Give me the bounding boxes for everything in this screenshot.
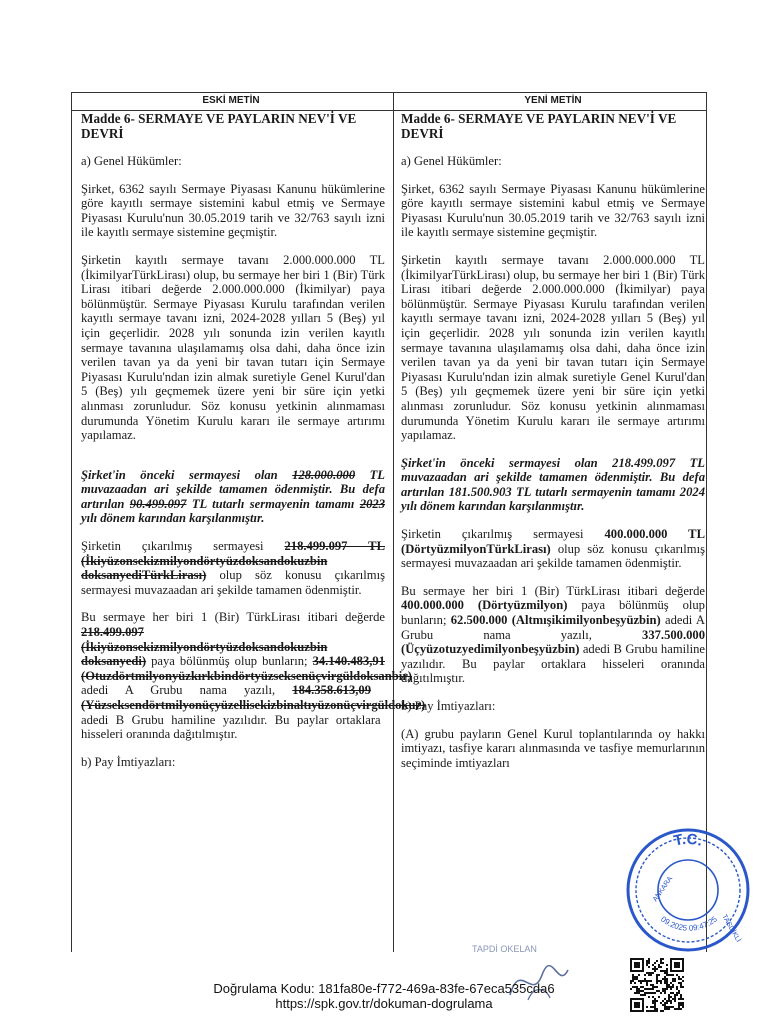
new-paragraph-6: (A) grubu payların Genel Kurul toplantılarında oy hakkı imtiyazı, tasfiye kararı alınmasında ve tasfiye memurlarının seçiminde imtiyazları — [401, 726, 705, 770]
old-paragraph-2: Şirketin kayıtlı sermaye tavanı 2.000.000.000 TL (İkimilyarTürkLirası) olup, bu sermaye her biri 1 (Bir) Türk Lirası itibari değerde 2.000.000.000 (İkimilyar) paya bölünmüştür. Sermaye Piyasası Kurulu tarafından verilen kayıtlı sermaye tavanı izni, 2024-2028 yılları 5 (Beş) yıl için geçerlidir. 2028 yılı sonunda izin verilen kayıtlı sermaye tavanına ulaşılamamış olsa dahi, daha önce izin verilen tavan ya da yeni bir tavan tutarı için Sermaye Piyasası Kurulu'ndan izin almak suretiyle Genel Kurul'dan 5 (Beş) yılı geçmemek üzere yeni bir süre için yetki alınması zorunludur. Söz konusu yetkinin alınmaması durumunda Yönetim Kurulu kararı ile sermaye artırımı yapılamaz. — [81, 252, 385, 443]
old-paragraph-4: Şirketin çıkarılmış sermayesi 218.499.097 TL (İkiyüzonsekizmilyondörtyüzdoksandokuzbin doksanyediTürkLirası) olup söz konusu çıkarılmış sermayesi muvazaadan ari şekilde tamamen ödenmiştir. — [81, 539, 385, 597]
svg-text:ANKARA: ANKARA — [651, 875, 675, 904]
old-text-header: ESKİ METİN — [202, 95, 260, 106]
svg-text:T.C.: T.C. — [672, 830, 705, 850]
new-paragraph-1: Şirket, 6362 sayılı Sermaye Piyasası Kanunu hükümlerine göre kayıtlı sermaye sistemini kabul etmiş ve Sermaye Piyasası Kurulu'nun 30.05.2019 tarih ve 32/763 sayılı izni ile kayıtlı sermaye sistemine geçmiştir. — [401, 181, 705, 240]
new-share-count: 400.000.000 (Dörtyüzmilyon) — [401, 598, 568, 613]
new-capital-amount: 400.000.000 TL (DörtyüzmilyonTürkLirası) — [401, 527, 705, 556]
old-deleted-amount: 128.000.000 — [292, 467, 356, 482]
old-deleted-capital: 218.499.097 TL (İkiyüzonsekizmilyondörtyüzdoksandokuzbin doksanyediTürkLirası) — [81, 539, 385, 583]
new-text-header: YENİ METİN — [524, 95, 582, 106]
old-deleted-group-a: 34.140.483,91 (Otuzdörtmilyonyüzkırkbindörtyüzseksenüçvirgüldoksanbir) — [81, 654, 412, 683]
new-paragraph-3: Şirket'in önceki sermayesi olan 218.499.097 TL muvazaadan ari şekilde tamamen ödenmiştir. Bu defa artırılan 181.500.903 TL tutarlı sermayenin tamamı 2024 yılı dönem karından karşılanmıştır. — [401, 455, 705, 514]
svg-text:09.2025 09:47:25: 09.2025 09:47:25 — [659, 914, 719, 933]
svg-text:TAPDİ OKELAN: TAPDİ OKELAN — [472, 944, 537, 954]
new-group-b: 337.500.000 (Üçyüzotuzyedimilyonbeşyüzbin) — [401, 627, 705, 657]
old-article-title: Madde 6- SERMAYE VE PAYLARIN NEV'İ VE DEVRİ — [81, 111, 357, 141]
new-privileges-heading: b) Pay İmtiyazları: — [401, 699, 496, 713]
column-divider — [393, 93, 394, 952]
old-deleted-group-b: 184.358.613,09 (Yüzseksendörtmilyonüçyüzellisekizbinaltıyüzonüçvirgüldokuz) — [81, 683, 426, 712]
official-stamp — [622, 824, 754, 956]
new-group-a: 62.500.000 (Altmışikimilyonbeşyüzbin) — [450, 613, 661, 628]
svg-text:TASDİKLİ: TASDİKLİ — [720, 913, 742, 944]
old-paragraph-5: Bu sermaye her biri 1 (Bir) TürkLirası itibari değerde 218.499.097 (İkiyüzonsekizmilyondörtyüzdoksandokuzbin doksanyedi) paya bölünmüş olup bunların; 34.140.483,91 (Otuzdörtmilyonyüzkırkbindörtyüzseksenüçvirgüldoksanbir) adedi A Grubu nama yazılı, 184.358.613,09 (Yüzseksendörtmilyonüçyüzellisekizbinaltıyüzonüçvirgüldokuz) adedi B Grubu hamiline yazılıdır. Bu paylar ortaklara hisseleri oranında dağıtılmıştır. — [81, 610, 426, 742]
old-deleted-year: 2023 — [359, 496, 385, 511]
new-general-heading: a) Genel Hükümler: — [401, 154, 502, 168]
old-general-heading: a) Genel Hükümler: — [81, 154, 182, 168]
old-text-column — [81, 111, 426, 782]
new-text-column — [401, 111, 705, 783]
verification-code: Doğrulama Kodu: 181fa80e-f772-469a-83fe-67eca535cda6 — [213, 981, 555, 996]
new-paragraph-4: Şirketin çıkarılmış sermayesi 400.000.000 TL (DörtyüzmilyonTürkLirası) olup söz konusu çıkarılmış sermayesi muvazaadan ari şekilde tamamen ödenmiştir. — [401, 527, 705, 571]
verification-url[interactable]: https://spk.gov.tr/dokuman-dogrulama — [275, 996, 493, 1011]
new-paragraph-5: Bu sermaye her biri 1 (Bir) TürkLirası itibari değerde 400.000.000 (Dörtyüzmilyon) paya bölünmüş olup bunların; 62.500.000 (Altmışikimilyonbeşyüzbin) adedi A Grubu nama yazılı, 337.500.000 (Üçyüzotuzyedimilyonbeşyüzbin) adedi B Grubu hamiline yazılıdır. Bu paylar ortaklara hisseleri oranında dağıtılmıştır. — [401, 583, 705, 686]
table-header-row — [72, 93, 706, 111]
new-paragraph-2: Şirketin kayıtlı sermaye tavanı 2.000.000.000 TL (İkimilyarTürkLirası) olup, bu sermaye her biri 1 (Bir) Türk Lirası itibari değerde 2.000.000.000 (İkimilyar) paya bölünmüştür. Sermaye Piyasası Kurulu tarafından verilen kayıtlı sermaye tavanı izni, 2024-2028 yılları 5 (Beş) yıl için geçerlidir. 2028 yılı sonunda izin verilen kayıtlı sermaye tavanına ulaşılamamış olsa dahi, daha önce izin verilen tavan ya da yeni bir tavan tutarı için Sermaye Piyasası Kurulu'ndan izin almak suretiyle Genel Kurul'dan 5 (Beş) yılı geçmemek üzere yeni bir süre için yetki alınması zorunludur. Söz konusu yetkinin alınmaması durumunda Yönetim Kurulu kararı ile sermaye artırımı yapılamaz. — [401, 252, 705, 443]
old-paragraph-1: Şirket, 6362 sayılı Sermaye Piyasası Kanunu hükümlerine göre kayıtlı sermaye sistemini kabul etmiş ve Sermaye Piyasası Kurulu'nun 30.05.2019 tarih ve 32/763 sayılı izni ile kayıtlı sermaye sistemine geçmiştir. — [81, 181, 385, 240]
comparison-table — [71, 92, 707, 952]
old-privileges-heading: b) Pay İmtiyazları: — [81, 754, 176, 769]
old-paragraph-3: Şirket'in önceki sermayesi olan 128.000.000 TL muvazaadan ari şekilde tamamen ödenmiştir. Bu defa artırılan 90.499.097 TL tutarlı sermayenin tamamı 2023 yılı dönem karından karşılanmıştır. — [81, 467, 385, 526]
old-deleted-amount: 90.499.097 — [129, 496, 187, 511]
old-deleted-share-count: 218.499.097 (İkiyüzonsekizmilyondörtyüzdoksandokuzbin doksanyedi) — [81, 625, 328, 669]
new-article-title: Madde 6- SERMAYE VE PAYLARIN NEV'İ VE DEVRİ — [401, 111, 677, 141]
